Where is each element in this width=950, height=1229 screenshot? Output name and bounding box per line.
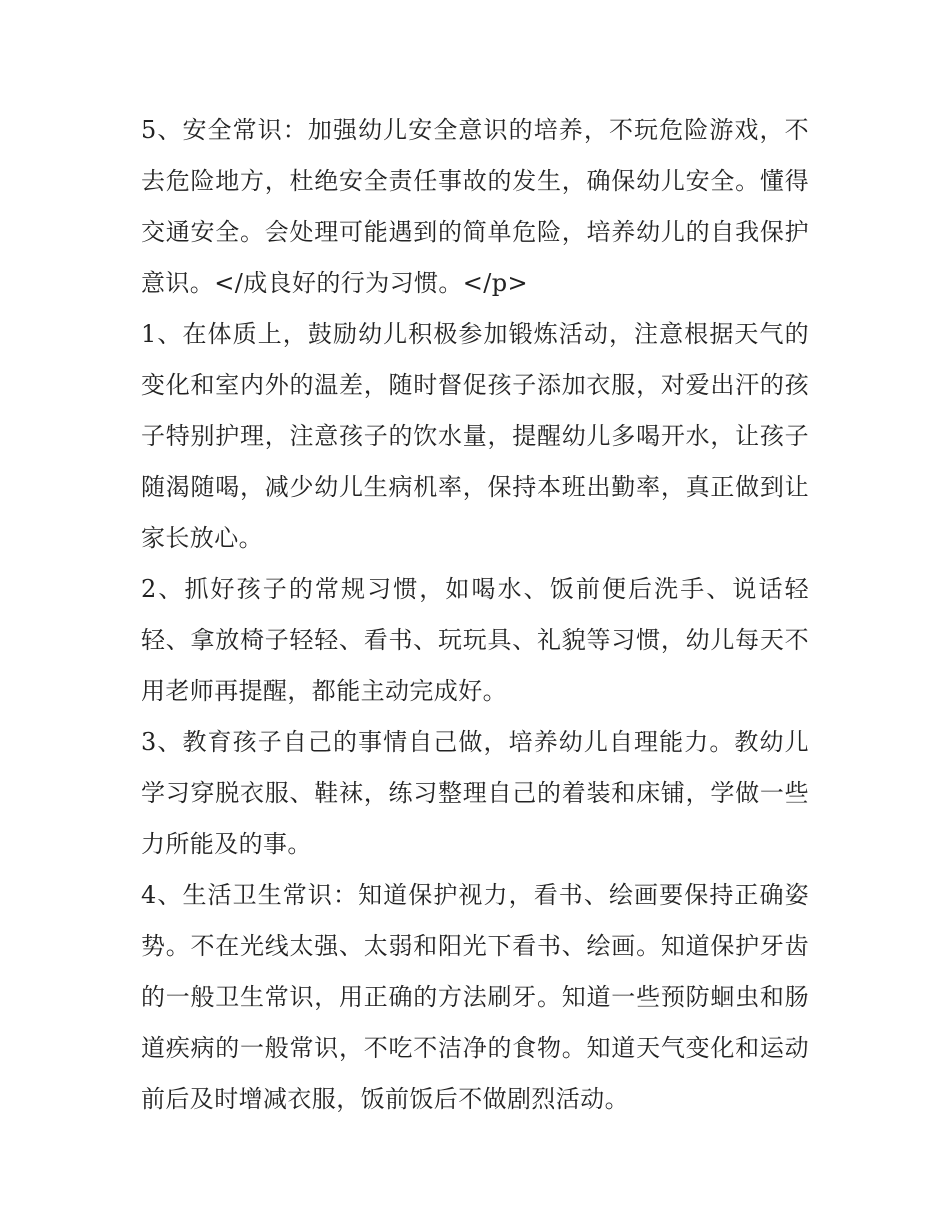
paragraph-self-care: 3、教育孩子自己的事情自己做，培养幼儿自理能力。教幼儿学习穿脱衣服、鞋袜，练习整理自己的着装和床铺，学做一些力所能及的事。 xyxy=(141,728,809,858)
paragraph-routine-habits: 2、抓好孩子的常规习惯，如喝水、饭前便后洗手、说话轻轻、拿放椅子轻轻、看书、玩玩具、礼貌等习惯，幼儿每天不用老师再提醒，都能主动完成好。 xyxy=(141,575,809,705)
paragraph-physical-health: 1、在体质上，鼓励幼儿积极参加锻炼活动，注意根据天气的变化和室内外的温差，随时督促孩子添加衣服，对爱出汗的孩子特别护理，注意孩子的饮水量，提醒幼儿多喝开水，让孩子随渴随喝，减少幼儿生病机率，保持本班出勤率，真正做到让家长放心。 xyxy=(141,320,809,552)
paragraph-hygiene-knowledge: 4、生活卫生常识：知道保护视力，看书、绘画要保持正确姿势。不在光线太强、太弱和阳光下看书、绘画。知道保护牙齿的一般卫生常识，用正确的方法刷牙。知道一些预防蛔虫和肠道疾病的一般常识，不吃不洁净的食物。知道天气变化和运动前后及时增减衣服，饭前饭后不做剧烈活动。 xyxy=(141,881,809,1113)
paragraph-safety-knowledge: 5、安全常识：加强幼儿安全意识的培养，不玩危险游戏，不去危险地方，杜绝安全责任事故的发生，确保幼儿安全。懂得交通安全。会处理可能遇到的简单危险，培养幼儿的自我保护意识。</成良好的行为习惯。</p> xyxy=(141,116,809,297)
